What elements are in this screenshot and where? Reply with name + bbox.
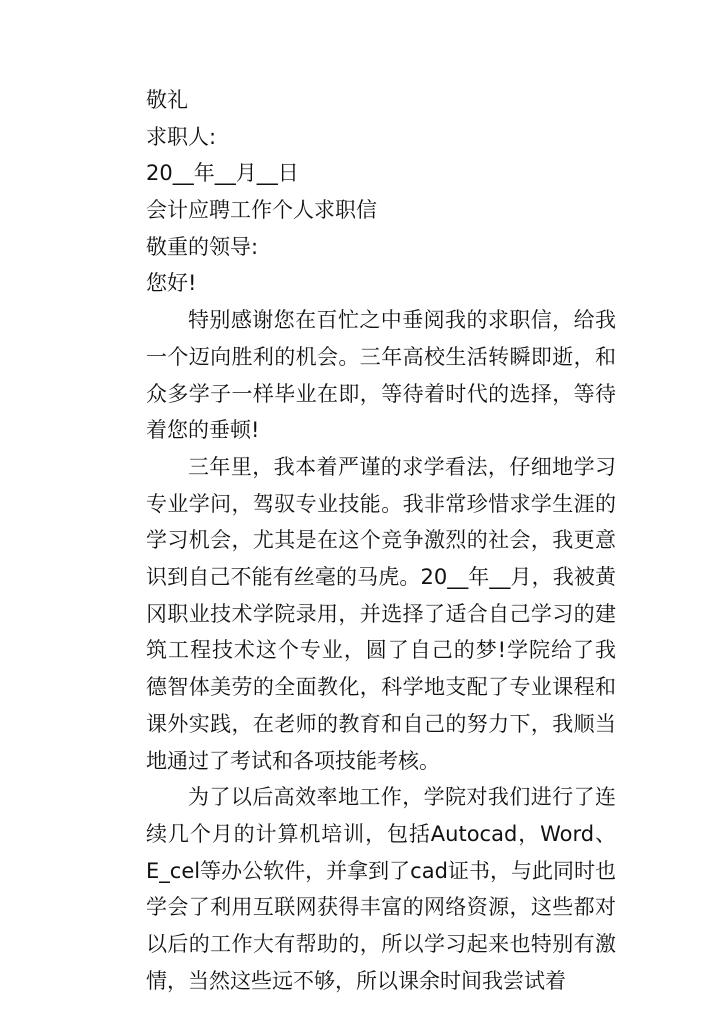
letter-text	[146, 82, 616, 999]
paragraph-training: 为了以后高效率地工作，学院对我们进行了连续几个月的计算机培训，包括Autocad，Word、E_cel等办公软件，并拿到了cad证书，与此同时也学会了利用互联网获得丰富的网络资源，这些都对以后的工作大有帮助的，所以学习起来也特别有激情，当然这些远不够，所以课余时间我尝试着	[146, 785, 616, 993]
hello-line: 您好!	[146, 271, 197, 296]
recipient-greeting: 敬重的领导:	[146, 234, 259, 259]
letter-title: 会计应聘工作个人求职信	[146, 198, 377, 223]
closing-salutation: 敬礼	[146, 88, 188, 112]
date-line: 20__年__月__日	[146, 161, 299, 186]
paragraph-study: 三年里，我本着严谨的求学看法，仔细地学习专业学问，驾驭专业技能。我非常珍惜求学生涯的学习机会，尤其是在这个竞争激烈的社会，我更意识到自己不能有丝毫的马虎。20__年__月，我被黄冈职业技术学院录用，并选择了适合自己学习的建筑工程技术这个专业，圆了自己的梦!学院给了我德智体美劳的全面教化，科学地支配了专业课程和课外实践，在老师的教育和自己的努力下，我顺当地通过了考试和各项技能考核。	[146, 454, 616, 773]
applicant-label: 求职人:	[146, 124, 217, 149]
paragraph-intro: 特别感谢您在百忙之中垂阅我的求职信，给我一个迈向胜利的机会。三年高校生活转瞬即逝，和众多学子一样毕业在即，等待着时代的选择，等待着您的垂顿!	[146, 308, 616, 443]
